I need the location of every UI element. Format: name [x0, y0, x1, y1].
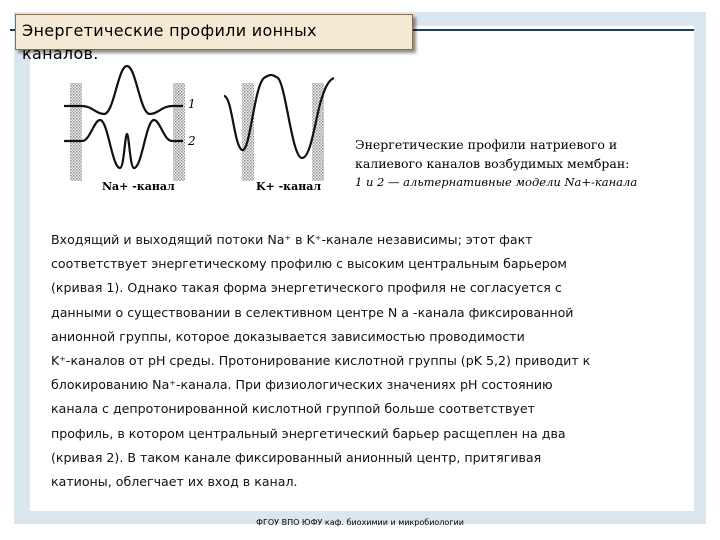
- caption-line-1: Энергетические профили натриевого и: [355, 137, 618, 152]
- title-line-2: каналов.: [22, 44, 99, 63]
- body-line: катионы, облегчает их вход в канал.: [51, 474, 298, 490]
- body-line: канала с депротонированной кислотной группой больше соответствует: [51, 401, 535, 417]
- body-line: Входящий и выходящий потоки Na⁺ в K⁺-канале независимы; этот факт: [51, 232, 533, 247]
- body-line: анионной группы, которое доказывается зависимостью проводимости: [51, 328, 525, 344]
- caption-line-2: калиевого каналов возбудимых мембран:: [355, 156, 630, 171]
- na-membrane-left: [70, 83, 82, 181]
- k-channel-label: K+ -канал: [256, 180, 322, 193]
- caption-line-3: 1 и 2 — альтернативные модели Na+-канала: [355, 175, 638, 189]
- body-line: K⁺-каналов от pH среды. Протонирование кислотной группы (pK 5,2) приводит к: [51, 353, 591, 369]
- body-line: соответствует энергетическому профилю с высоким центральным барьером: [51, 256, 567, 272]
- curve-label-1: 1: [188, 97, 196, 111]
- body-line: (кривая 1). Однако такая форма энергетического профиля не согласуется с: [51, 280, 562, 296]
- figure-caption: [355, 135, 660, 192]
- curve-label-2: 2: [188, 134, 196, 148]
- title-line-1: Энергетические профили ионных: [22, 21, 317, 40]
- footer-text: ФГОУ ВПО ЮФУ каф. биохимии и микробиологии: [256, 518, 464, 527]
- body-line: блокированию Na⁺-канала. При физиологических значениях pH состоянию: [51, 377, 553, 393]
- na-membrane-right: [173, 83, 185, 181]
- k-membrane-left: [242, 83, 254, 181]
- body-line: (кривая 2). В таком канале фиксированный анионный центр, притягивая: [51, 449, 542, 465]
- body-line: профиль, в котором центральный энергетический барьер расщеплен на два: [51, 425, 566, 441]
- body-paragraph: [51, 228, 671, 494]
- na-channel-label: Na+ -канал: [102, 180, 175, 193]
- body-line: данными о существовании в селективном центре N a -канала фиксированной: [51, 304, 574, 320]
